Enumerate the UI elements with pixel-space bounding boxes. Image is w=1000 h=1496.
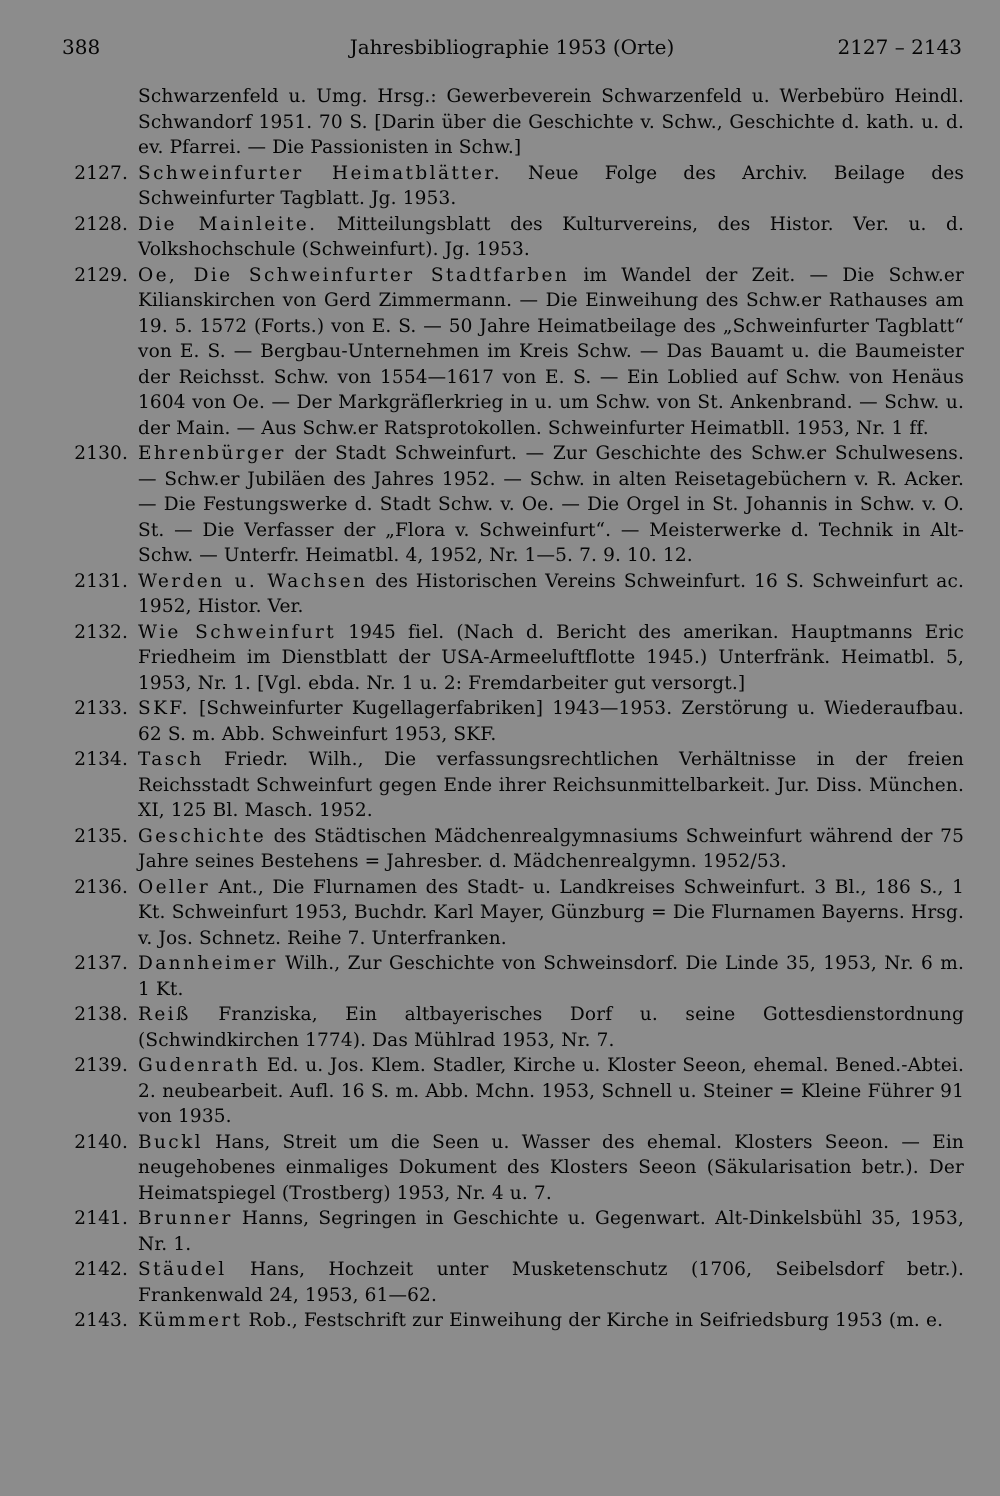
- bibliography-entry: [62, 569, 964, 620]
- entry-number: 2143.: [74, 1310, 128, 1331]
- entry-text: Schwarzenfeld u. Umg. Hrsg.: Gewerbeverein Schwarzenfeld u. Werbebüro Heindl. Schwandorf 1951. 70 S. [Darin über die Geschichte v. Schw., Geschichte d. kath. u. d. ev. Pfarrei. — Die Passionisten in Schw.]: [138, 86, 964, 158]
- entry-number: 2132.: [74, 621, 128, 643]
- entry-number: 2134.: [74, 749, 128, 770]
- entry-text: Hanns, Segringen in Geschichte u. Gegenwart. Alt-Dinkelsbühl 35, 1953, Nr. 1.: [138, 1208, 964, 1255]
- bibliography-entry: [62, 747, 964, 824]
- bibliography-entry: [62, 441, 964, 569]
- entry-lead: Buckl: [138, 1131, 203, 1153]
- entry-lead: Stäudel: [138, 1259, 227, 1280]
- bibliography-entry: [62, 1206, 964, 1257]
- entry-text: Rob., Festschrift zur Einweihung der Kirche in Seifriedsburg 1953 (m. e.: [242, 1310, 944, 1331]
- bibliography-entry: [62, 84, 964, 161]
- entry-lead: Gudenrath: [138, 1055, 261, 1076]
- entry-text: Friedr. Wilh., Die verfassungsrechtlichen Verhältnisse in der freien Reichsstadt Schweinfurt gegen Ende ihrer Reichsunmittelbarkeit. Jur. Diss. München. XI, 125 Bl. Masch. 1952.: [138, 749, 964, 821]
- entry-number: 2128.: [74, 213, 128, 235]
- entry-lead: Die Mainleite.: [138, 213, 318, 235]
- entry-lead: Kümmert: [138, 1310, 243, 1331]
- entry-lead: Dannheimer: [138, 953, 278, 974]
- entry-lead: Oe, Die Schweinfurter Stadtfarben: [138, 264, 570, 286]
- page-header: [62, 30, 962, 64]
- bibliography-entry: [62, 212, 964, 263]
- entry-text: des Städtischen Mädchenrealgymnasiums Schweinfurt während der 75 Jahre seines Bestehens = Jahresber. d. Mädchenrealgymn. 1952/53.: [138, 825, 964, 872]
- entry-text: Wilh., Zur Geschichte von Schweinsdorf. Die Linde 35, 1953, Nr. 6 m. 1 Kt.: [138, 953, 964, 1000]
- entry-number: 2135.: [74, 825, 128, 847]
- entry-number: 2139.: [74, 1055, 128, 1076]
- entry-text: Ant., Die Flurnamen des Stadt- u. Landkreises Schweinfurt. 3 Bl., 186 S., 1 Kt. Schweinfurt 1953, Buchdr. Karl Mayer, Günzburg = Die Flurnamen Bayerns. Hrsg. v. Jos. Schnetz. Reihe 7. Unterfranken.: [138, 876, 964, 949]
- entry-text: Franziska, Ein altbayerisches Dorf u. seine Gottesdienstordnung (Schwindkirchen 1774). Das Mühlrad 1953, Nr. 7.: [138, 1004, 964, 1051]
- entry-number: 2136.: [74, 876, 128, 898]
- bibliography-entry: [62, 161, 964, 212]
- bibliography-entry: [62, 1130, 964, 1207]
- entry-lead: Geschichte: [138, 825, 267, 847]
- bibliography-entry: [62, 951, 964, 1002]
- bibliography-entry: [62, 824, 964, 875]
- entry-number: 2131.: [74, 570, 128, 592]
- entry-lead: Brunner: [138, 1208, 233, 1229]
- entry-text: des Historischen Vereins Schweinfurt. 16 S. Schweinfurt ac. 1952, Histor. Ver.: [138, 570, 964, 617]
- entry-text: Hans, Streit um die Seen u. Wasser des ehemal. Klosters Seeon. — Ein neugehobenes einmaliges Dokument des Klosters Seeon (Säkularisation betr.). Der Heimatspiegel (Trostberg) 1953, Nr. 4 u. 7.: [138, 1131, 964, 1204]
- entry-number: 2141.: [74, 1208, 128, 1229]
- entry-text: der Stadt Schweinfurt. — Zur Geschichte des Schw.er Schulwesens. — Schw.er Jubiläen des Jahres 1952. — Schw. in alten Reisetagebüchern v. R. Acker. — Die Festungswerke d. Stadt Schw. v. Oe. — Die Orgel in St. Johannis in Schw. v. O. St. — Die Verfasser der „Flora v. Schweinfurt“. — Meisterwerke d. Technik in Alt-Schw. — Unterfr. Heimatbl. 4, 1952, Nr. 1—5. 7. 9. 10. 12.: [138, 443, 964, 566]
- bibliography-entry: [62, 1308, 964, 1334]
- entry-text: im Wandel der Zeit. — Die Schw.er Kilianskirchen von Gerd Zimmermann. — Die Einweihung des Schw.er Rathauses am 19. 5. 1572 (Forts.) von E. S. — 50 Jahre Heimatbeilage des „Schweinfurter Tagblatt“ von E. S. — Bergbau-Unternehmen im Kreis Schw. — Das Bauamt u. die Baumeister der Reichsst. Schw. von 1554—1617 von E. S. — Ein Loblied auf Schw. von Henäus 1604 von Oe. — Der Markgräflerkrieg in u. um Schw. von St. Ankenbrand. — Schw. u. der Main. — Aus Schw.er Ratsprotokollen. Schweinfurter Heimatbll. 1953, Nr. 1 ff.: [138, 264, 964, 439]
- entry-text: Ed. u. Jos. Klem. Stadler, Kirche u. Kloster Seeon, ehemal. Bened.-Abtei. 2. neubearbeit. Aufl. 16 S. m. Abb. Mchn. 1953, Schnell u. Steiner = Kleine Führer 91 von 1935.: [138, 1055, 964, 1127]
- bibliography-entry: [62, 620, 964, 697]
- entry-text: 1945 fiel. (Nach d. Bericht des amerikan. Hauptmanns Eric Friedheim im Dienstblatt der USA-Armeeluftflotte 1945.) Unterfränk. Heimatbl. 5, 1953, Nr. 1. [Vgl. ebda. Nr. 1 u. 2: Fremdarbeiter gut versorgt.]: [138, 621, 964, 694]
- bibliography-entry: [62, 1002, 964, 1053]
- entry-number: 2130.: [74, 443, 128, 464]
- entry-text: [Schweinfurter Kugellagerfabriken] 1943—1953. Zerstörung u. Wiederaufbau. 62 S. m. Abb. Schweinfurt 1953, SKF.: [138, 698, 964, 745]
- entry-text: Neue Folge des Archiv. Beilage des Schweinfurter Tagblatt. Jg. 1953.: [138, 162, 964, 209]
- entry-number: 2129.: [74, 264, 128, 286]
- entry-number: 2140.: [74, 1131, 128, 1153]
- bibliography-entry: [62, 875, 964, 952]
- bibliography-entries: [62, 84, 964, 1334]
- entry-lead: Oeller: [138, 876, 211, 898]
- entry-lead: SKF.: [138, 698, 190, 719]
- entry-lead: Schweinfurter Heimatblätter.: [138, 162, 502, 184]
- entry-number: 2138.: [74, 1004, 128, 1025]
- entry-text: Mitteilungsblatt des Kulturvereins, des Histor. Ver. u. d. Volkshochschule (Schweinfurt). Jg. 1953.: [138, 213, 965, 260]
- entry-range: 2127 – 2143: [837, 35, 962, 59]
- entry-number: 2133.: [74, 698, 128, 719]
- bibliography-entry: [62, 696, 964, 747]
- bibliography-entry: [62, 1257, 964, 1308]
- entry-lead: Tasch: [138, 749, 204, 770]
- bibliography-entry: [62, 1053, 964, 1130]
- entry-lead: Werden u. Wachsen: [138, 570, 368, 592]
- entry-lead: Reiß: [138, 1004, 191, 1025]
- bibliography-entry: [62, 263, 964, 442]
- entry-lead: Ehrenbürger: [138, 443, 286, 464]
- page-number: 388: [62, 35, 101, 59]
- entry-number: 2142.: [74, 1259, 128, 1280]
- entry-text: Hans, Hochzeit unter Musketenschutz (1706, Seibelsdorf betr.). Frankenwald 24, 1953, 61—62.: [138, 1259, 964, 1306]
- entry-number: 2127.: [74, 162, 128, 184]
- entry-lead: Wie Schweinfurt: [138, 621, 337, 643]
- entry-number: 2137.: [74, 953, 128, 974]
- running-title: Jahresbibliographie 1953 (Orte): [349, 35, 675, 59]
